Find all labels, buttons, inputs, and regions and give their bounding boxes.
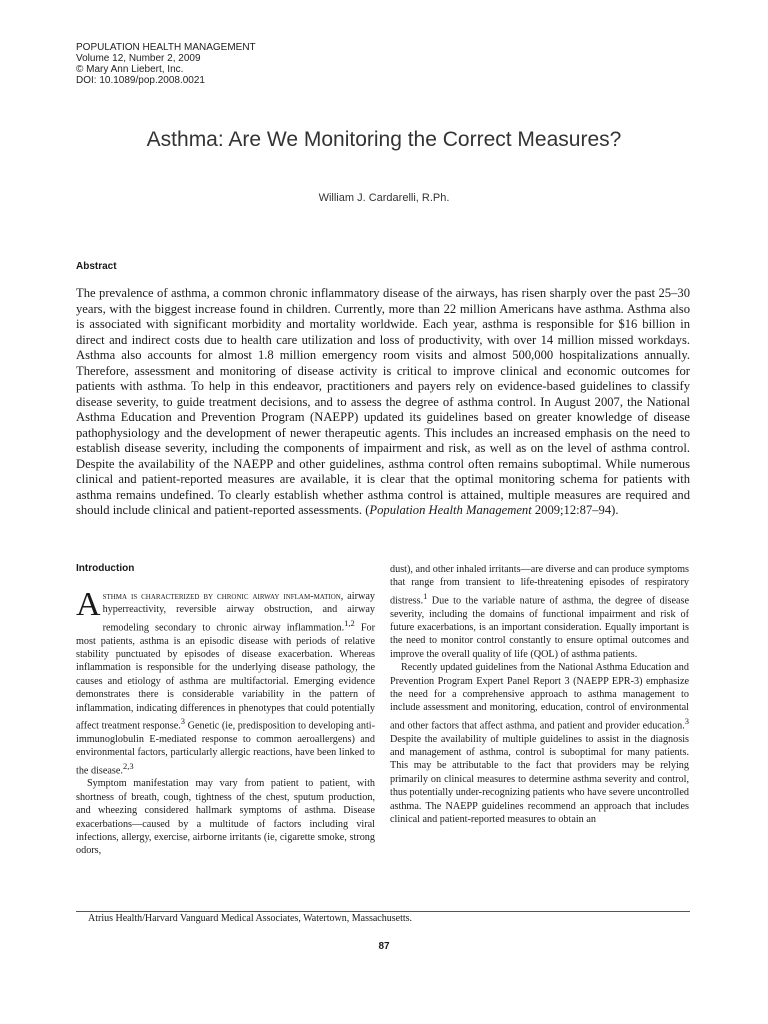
citation-superscript: 3 xyxy=(684,715,689,726)
citation-superscript: 1,2 xyxy=(344,617,355,628)
abstract-citation-journal: Population Health Management xyxy=(369,503,532,517)
intro-paragraph-1 xyxy=(76,586,376,777)
article-author: William J. Cardarelli, R.Ph. xyxy=(318,192,450,204)
intro-paragraph-4 xyxy=(390,661,689,826)
abstract-citation-rest: 2009;12:87–94). xyxy=(531,503,619,517)
right-column xyxy=(390,563,689,827)
intro-text: Recently updated guidelines from the National Asthma Education and Prevention Program Expert Panel Report 3 (NAEPP EPR-3) emphasize the need for a comprehensive approach to asthma management to include assessment and monitoring, education, control of environmental and other factors that affect asthma, and patient and provider education. xyxy=(390,662,689,732)
citation-superscript: 3 xyxy=(180,716,186,727)
journal-header xyxy=(76,42,256,86)
journal-copyright: © Mary Ann Liebert, Inc. xyxy=(76,64,184,75)
intro-text: For most patients, asthma is an episodic disease with periods of relative stability punctuated by episodes of disease exacerbation. Whereas inflammation is responsible for the underlying disease pathology, the causes and etiology of asthma are multifactorial. Emerging evidence demonstrates there is considerable variability in the pattern of inflammation, indicating differences in phenotypes that could potentially affect treatment response. xyxy=(76,622,375,732)
intro-paragraph-2: Symptom manifestation may vary from patient to patient, with shortness of breath, cough, tightness of the chest, sputum production, and wheezing considered hallmark symptoms of asthma. Disease exacerbations—caused by a multitude of factors including viral infections, allergy, exercise, airborne irritants (ie, cigarette smoke, strong odors, xyxy=(76,778,375,857)
affiliation-footnote: Atrius Health/Harvard Vanguard Medical Associates, Watertown, Massachusetts. xyxy=(88,913,413,924)
citation-superscript: 2,3 xyxy=(122,760,134,771)
journal-volume: Volume 12, Number 2, 2009 xyxy=(76,53,201,64)
citation-superscript: 1 xyxy=(423,590,428,601)
page-number: 87 xyxy=(378,941,390,952)
intro-lead-smallcaps: sthma is characterized by chronic airway inflam-mation, xyxy=(102,591,344,602)
abstract-heading: Abstract xyxy=(76,261,117,272)
intro-paragraph-3 xyxy=(390,563,689,661)
intro-text: airway hyperreactivity, reversible airway obstruction, and airway remodeling secondary to chronic airway inflammation. xyxy=(102,591,376,634)
abstract-text: The prevalence of asthma, a common chronic inflammatory disease of the airways, has risen sharply over the past 25–30 years, with the biggest increase found in children. Currently, more than 22 million Americans have asthma. Asthma also is associated with significant morbidity and mortality worldwide. Each year, asthma is responsible for $16 billion in direct and indirect costs due to health care utilization and loss of productivity, with over 14 million missed workdays. Asthma also accounts for almost 1.8 million emergency room visits and almost 500,000 hospitalizations annually. Therefore, assessment and monitoring of disease activity is critical to improve clinical and economic outcomes for patients with asthma. To help in this endeavor, practitioners and payers rely on evidence-based guidelines to classify disease severity, to guide treatment decisions, and to assess the degree of asthma control. In August 2007, the National Asthma Education and Prevention Program (NAEPP) updated its guidelines based on greater knowledge of disease pathophysiology and the development of newer therapeutic agents. This includes an increased emphasis on the need to establish disease severity, including the components of impairment and risk, as well as on the level of asthma control. Despite the availability of the NAEPP and other guidelines, asthma control often remains suboptimal. While numerous clinical and patient-reported measures are available, it is clear that the optimal monitoring schema for patients with asthma remains undefined. To clearly establish whether asthma control is attained, multiple measures are required and should include clinical and patient-reported assessments. ( xyxy=(76,286,690,517)
intro-text: Genetic (ie, predisposition to developing anti-immunoglobulin E-mediated response to common aeroallergens) and environmental factors, particularly allergic reactions, have been linked to the disease. xyxy=(76,720,376,777)
left-column xyxy=(76,586,376,858)
introduction-heading: Introduction xyxy=(76,563,135,574)
article-title: Asthma: Are We Monitoring the Correct Measures? xyxy=(146,128,622,151)
intro-text: dust), and other inhaled irritants—are diverse and can produce symptoms that range from transient to life-threatening episodes of respiratory distress. xyxy=(390,564,689,607)
journal-name: POPULATION HEALTH MANAGEMENT xyxy=(76,42,256,53)
drop-cap: A xyxy=(76,586,101,623)
footnote-divider xyxy=(76,911,690,912)
intro-text: Due to the variable nature of asthma, the degree of disease severity, including the domains of functional impairment and risk of future exacerbations, is an important consideration. Equally important is the need to monitor control constantly to ensure optimal outcomes and improve the overall quality of life (QOL) of asthma patients. xyxy=(390,595,689,660)
abstract-body xyxy=(76,286,690,519)
intro-text: Despite the availability of multiple guidelines to assist in the diagnosis and management of asthma, control is suboptimal for many patients. This may be attributable to the fact that providers may be relying primarily on clinical measures to determine asthma severity and control, thus potentially under-recognizing patients who have severe uncontrolled asthma. The NAEPP guidelines recommend an approach that includes clinical and patient-reported measures to obtain an xyxy=(390,733,689,826)
journal-doi: DOI: 10.1089/pop.2008.0021 xyxy=(76,75,205,86)
